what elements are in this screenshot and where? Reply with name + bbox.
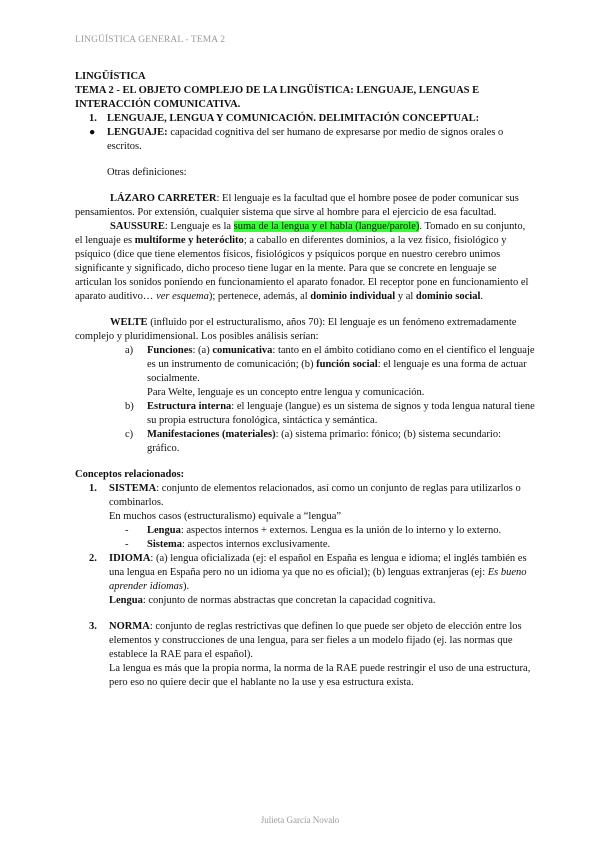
- saussure-definition: SAUSSURE: Lenguaje es la suma de la lengua y el habla (langue/parole). Tomado en su conjunto, el lenguaje es multiforme y heteróclito; a caballo en diferentes dominios, a la vez físico, fisiológico y psíquico (dice que tiene elementos físicos, fisiológicos y psíquicos porque en nuestro cerebro unimos significante y significado, dicho proceso tiene lugar en la mente. Para que se concrete en lenguaje se articulan los sonidos poniendo en funcionamiento el aparato fonador. El receptor pone en funcionamiento el aparato auditivo… ver esquema); pertenece, además, al dominio individual y al dominio social.: [75, 221, 529, 302]
- list-item: a) Funciones: (a) comunicativa: tanto en el ámbito cotidiano como en el científico el lenguaje es un instrumento de comunicación; (b) función social: el lenguaje es una forma de actuar socialmente. Para Welte, lenguaje es un concepto entre lengua y comunicación.: [125, 345, 535, 398]
- tema-title-line1: TEMA 2 - EL OBJETO COMPLEJO DE LA LINGÜÍSTICA: LENGUAJE, LENGUAS E: [75, 85, 480, 96]
- concept-norma: 3. NORMA: conjunto de reglas restrictivas que definen lo que puede ser objeto de elección entre los elementos y construcciones de una lengua, para ser fieles a un modelo fijado (ej. las normas que establece la RAE para el español). La lengua es más que la propia norma, la norma de la RAE puede restringir el uso de una estructura, pero eso no quiere decir que el hablante no la use y esa estructura exista.: [89, 621, 531, 688]
- welte-analysis-list: [75, 344, 535, 456]
- welte-definition: WELTE (influido por el estructuralismo, años 70): El lenguaje es un fenómeno extremadamente complejo y pluridimensional. Los posibles análisis serían:: [75, 317, 517, 342]
- highlighted-text: suma de la lengua y el habla (langue/parole): [233, 221, 420, 232]
- subject-heading: LINGÜÍSTICA: [75, 71, 146, 82]
- section-1-heading: 1. LENGUAJE, LENGUA Y COMUNICACIÓN. DELIMITACIÓN CONCEPTUAL:: [89, 113, 480, 124]
- list-item: - Lengua: aspectos internos + externos. Lengua es la unión de lo interno y lo externo.: [125, 525, 502, 536]
- document-body: [75, 70, 535, 690]
- concept-sistema: 1. SISTEMA: conjunto de elementos relacionados, así como un conjunto de reglas para utilizarlos o combinarlos. En muchos casos (estructuralismo) equivale a “lengua”: [89, 483, 521, 522]
- sistema-sublist: [75, 524, 535, 552]
- running-header: LINGÜÍSTICA GENERAL - TEMA 2: [75, 35, 226, 45]
- list-item: c) Manifestaciones (materiales): (a) sistema primario: fónico; (b) sistema secundario: gráfico.: [125, 429, 501, 454]
- list-item: b) Estructura interna: el lenguaje (langue) es un sistema de signos y toda lengua natural tiene su propia estructura fonológica, sintáctica y semántica.: [125, 401, 535, 426]
- list-item: - Sistema: aspectos internos exclusivamente.: [125, 539, 331, 550]
- lenguaje-definition: ● LENGUAJE: capacidad cognitiva del ser humano de expresarse por medio de signos orales o escritos.: [89, 127, 504, 152]
- page-footer: Julieta García Novalo: [260, 815, 340, 825]
- otras-definiciones: Otras definiciones:: [107, 167, 187, 178]
- lazaro-carreter-definition: LÁZARO CARRETER: El lenguaje es la facultad que el hombre posee de poder comunicar sus pensamientos. Por extensión, cualquier sistema que sirve al hombre para el ejercicio de esa facultad.: [75, 193, 519, 218]
- conceptos-heading: Conceptos relacionados:: [75, 469, 185, 480]
- bullet-icon: ●: [89, 127, 96, 138]
- concept-idioma: 2. IDIOMA: (a) lengua oficializada (ej: el español en España es lengua e idioma; el inglés también es una lengua en España pero no un idioma ya que no es oficial); (b) lenguas extranjeras (ej: Es bueno aprender idiomas). Lengua: conjunto de normas abstractas que concretan la capacidad cognitiva.: [89, 553, 527, 606]
- tema-title-line2: INTERACCIÓN COMUNICATIVA.: [75, 99, 241, 110]
